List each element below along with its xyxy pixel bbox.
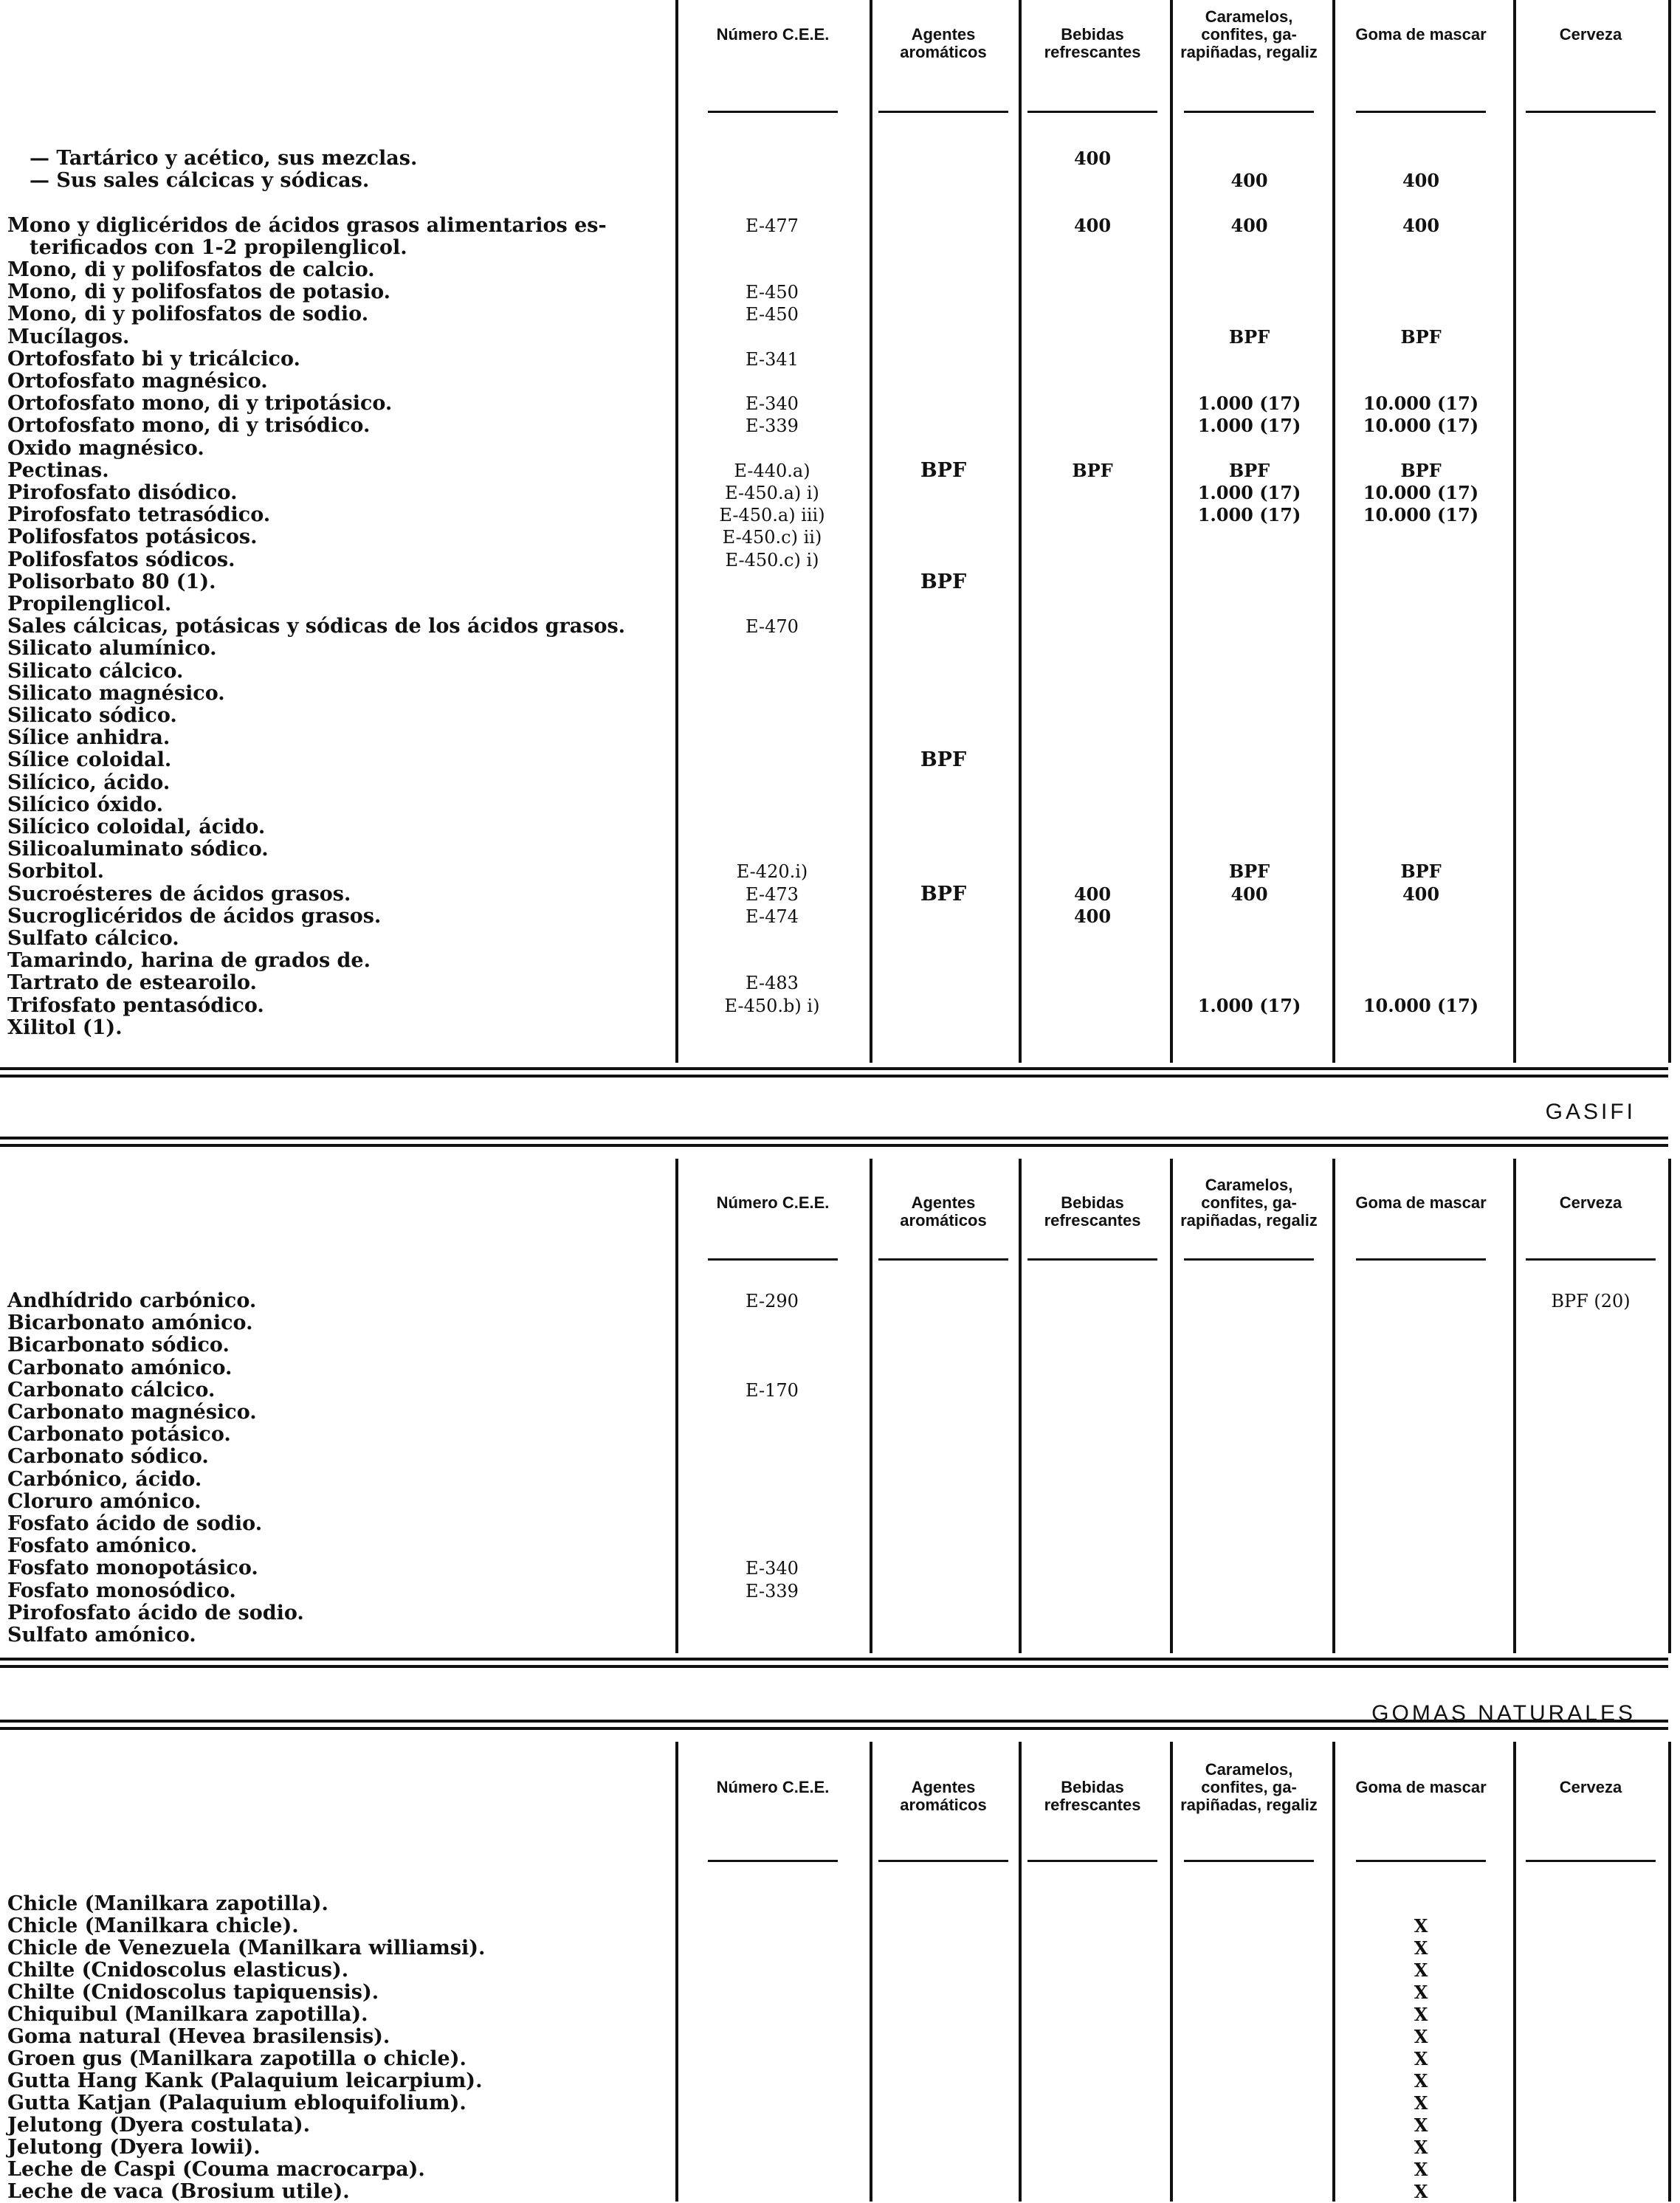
header-cerveza: Cerveza [1559, 1778, 1622, 1796]
header-underline [1184, 111, 1314, 113]
additive-name: Carbonato sódico. [7, 1445, 209, 1469]
header-underline [1027, 111, 1157, 113]
table-row [0, 772, 1680, 794]
value-cell: X [1414, 2181, 1428, 2202]
header-underline [878, 1860, 1008, 1862]
additive-name: — Tartárico y acético, sus mezclas. [30, 147, 418, 170]
header-goma-de-mascar: Goma de mascar [1355, 1193, 1487, 1212]
additive-name: Carbónico, ácido. [7, 1467, 202, 1491]
additive-name: Mono, di y polifosfatos de potasio. [7, 280, 391, 304]
table-row [0, 549, 1680, 571]
value-cell: 1.000 (17) [1197, 504, 1301, 526]
header-underline [878, 111, 1008, 113]
table-row [0, 1513, 1680, 1535]
value-cell: E-483 [746, 973, 799, 994]
table-row [0, 794, 1680, 816]
additive-name: Xilitol (1). [7, 1016, 123, 1039]
value-cell: 1.000 (17) [1197, 994, 1301, 1016]
value-cell: E-473 [746, 883, 799, 905]
header-cerveza: Cerveza [1559, 1193, 1622, 1212]
header-numero-cee: Número C.E.E. [716, 25, 830, 44]
additive-name: Ortofosfato bi y tricálcico. [7, 347, 300, 370]
header-underline [1356, 1258, 1486, 1261]
header-underline [1356, 111, 1486, 113]
header-underline [1184, 1258, 1314, 1261]
table-row [0, 616, 1680, 638]
value-cell: 10.000 (17) [1363, 415, 1479, 437]
value-cell: X [1414, 2048, 1428, 2069]
additive-name: Bicarbonato amónico. [7, 1311, 253, 1335]
table-row [0, 2048, 1680, 2070]
table-row [0, 593, 1680, 616]
header-agentes-aromaticos: Agentes aromáticos [900, 25, 987, 61]
double-rule-top [0, 1137, 1668, 1147]
additive-name: Carbonato potásico. [7, 1423, 231, 1447]
value-cell: 400 [1230, 170, 1268, 192]
value-cell: 400 [1402, 883, 1440, 905]
value-cell: BPF [920, 882, 967, 906]
value-cell: X [1414, 2159, 1428, 2180]
header-underline [878, 1258, 1008, 1261]
table-row [0, 1379, 1680, 1402]
table-row [0, 348, 1680, 370]
value-cell: E-450.c) i) [725, 549, 819, 570]
additive-name: Sulfato amónico. [7, 1624, 196, 1647]
table-row [0, 148, 1680, 170]
additive-name: Sorbitol. [7, 860, 105, 883]
additive-name: Fosfato ácido de sodio. [7, 1512, 263, 1535]
table-row [0, 2004, 1680, 2026]
additive-name: Pirofosfato tetrasódico. [7, 503, 271, 527]
value-cell: E-170 [746, 1379, 799, 1401]
table-row [0, 237, 1680, 259]
value-cell: 400 [1073, 148, 1112, 169]
additive-name: Polifosfatos potásicos. [7, 525, 258, 549]
table-row [0, 2137, 1680, 2159]
header-caramelos: Caramelos, confites, ga-rapiñadas, regaliz [1180, 7, 1318, 61]
table-row [0, 861, 1680, 883]
additive-name: Silicoaluminato sódico. [7, 838, 269, 861]
value-cell: X [1414, 2026, 1428, 2047]
value-cell: BPF [920, 748, 967, 772]
additive-name: Sílice anhidra. [7, 726, 171, 750]
header-goma-de-mascar: Goma de mascar [1355, 1778, 1487, 1796]
table-row [0, 303, 1680, 325]
value-cell: 400 [1402, 214, 1440, 236]
header-agentes-aromaticos: Agentes aromáticos [900, 1193, 987, 1230]
additive-name: Tamarindo, harina de grados de. [7, 949, 371, 973]
table-row [0, 1893, 1680, 1915]
additive-name: Tartrato de estearoilo. [7, 971, 257, 995]
value-cell: E-440.a) [734, 460, 810, 481]
additive-name: Mucílagos. [7, 325, 130, 348]
additive-name: Propilenglicol. [7, 593, 172, 616]
table-row [0, 661, 1680, 683]
additive-name: Pirofosfato ácido de sodio. [7, 1601, 304, 1624]
value-cell: BPF [920, 458, 967, 482]
additive-name: Bicarbonato sódico. [7, 1334, 230, 1357]
additive-name: Ortofosfato magnésico. [7, 370, 268, 393]
header-bebidas-refrescantes: Bebidas refrescantes [1044, 1778, 1141, 1814]
value-cell: E-341 [746, 348, 799, 370]
table-row [0, 1357, 1680, 1379]
value-cell: BPF [920, 570, 967, 593]
additive-name: Chilte (Cnidoscolus elasticus). [7, 1959, 349, 1982]
table-row [0, 1602, 1680, 1624]
table-row [0, 2114, 1680, 2137]
value-cell: E-477 [746, 215, 799, 236]
table-row [0, 192, 1680, 214]
table-row [0, 1915, 1680, 1937]
value-cell: E-474 [746, 906, 799, 927]
additive-name: Leche de Caspi (Couma macrocarpa). [7, 2158, 425, 2181]
table-row [0, 259, 1680, 281]
value-cell: E-339 [746, 1580, 799, 1602]
value-cell: X [1414, 2070, 1428, 2092]
value-cell: BPF [1400, 861, 1442, 883]
header-underline [1356, 1860, 1486, 1862]
table-row [0, 906, 1680, 928]
value-cell: 1.000 (17) [1197, 393, 1301, 415]
additive-name: Cloruro amónico. [7, 1489, 202, 1513]
double-rule-bottom [0, 1067, 1668, 1078]
section-title: GASIFI [1545, 1100, 1636, 1124]
value-cell: E-470 [746, 616, 799, 638]
value-cell: X [1414, 2114, 1428, 2136]
value-cell: X [1414, 1959, 1428, 1981]
value-cell: E-340 [746, 393, 799, 415]
value-cell: 10.000 (17) [1363, 482, 1479, 503]
table-row [0, 1937, 1680, 1959]
table-row [0, 1469, 1680, 1491]
value-cell: E-450.c) ii) [722, 527, 822, 548]
header-underline [708, 111, 838, 113]
table-row [0, 1312, 1680, 1334]
value-cell: X [1414, 1982, 1428, 2003]
header-caramelos: Caramelos, confites, ga-rapiñadas, regaliz [1180, 1760, 1318, 1814]
value-cell: E-450.a) i) [725, 483, 819, 503]
table-row [0, 415, 1680, 437]
table-row [0, 1290, 1680, 1312]
table-row [0, 504, 1680, 526]
table-row [0, 1424, 1680, 1446]
table-row [0, 816, 1680, 838]
value-cell: E-450.b) i) [724, 995, 820, 1016]
value-cell: E-290 [746, 1291, 799, 1311]
header-agentes-aromaticos: Agentes aromáticos [900, 1778, 987, 1814]
value-cell: 400 [1230, 883, 1268, 905]
additive-name: Oxido magnésico. [7, 436, 204, 460]
section-title: GOMAS NATURALES [1371, 1701, 1636, 1725]
value-cell: E-450.a) iii) [719, 505, 825, 526]
additive-name: Jelutong (Dyera costulata). [7, 2114, 311, 2137]
table-row [0, 326, 1680, 348]
value-cell: BPF [1400, 325, 1442, 348]
header-underline [708, 1258, 838, 1261]
additive-name: Mono, di y polifosfatos de sodio. [7, 303, 369, 326]
additive-name: Pirofosfato disódico. [7, 481, 238, 504]
table-row [0, 638, 1680, 660]
value-cell: 10.000 (17) [1363, 994, 1479, 1016]
header-cerveza: Cerveza [1559, 25, 1622, 44]
table-row [0, 1017, 1680, 1039]
header-underline [1526, 1258, 1656, 1261]
additive-name: Sales cálcicas, potásicas y sódicas de los ácidos grasos. [7, 615, 626, 638]
header-underline [1184, 1860, 1314, 1862]
additive-name: Jelutong (Dyera lowii). [7, 2136, 261, 2159]
additive-name: Carbonato amónico. [7, 1356, 233, 1379]
double-rule-bottom [0, 1658, 1668, 1668]
value-cell: BPF [1400, 459, 1442, 481]
table-row [0, 170, 1680, 192]
header-goma-de-mascar: Goma de mascar [1355, 25, 1487, 44]
table-row [0, 1982, 1680, 2004]
table-row [0, 2181, 1680, 2203]
value-cell: X [1414, 2004, 1428, 2025]
header-underline [1526, 1860, 1656, 1862]
additive-name: Silícico, ácido. [7, 770, 171, 794]
value-cell: 10.000 (17) [1363, 504, 1479, 526]
additive-name: Chicle (Manilkara zapotilla). [7, 1892, 328, 1915]
additive-name: Sílice coloidal. [7, 748, 172, 772]
header-bebidas-refrescantes: Bebidas refrescantes [1044, 1193, 1141, 1230]
header-numero-cee: Número C.E.E. [716, 1193, 830, 1212]
value-cell: BPF [1228, 325, 1270, 348]
value-cell: 1.000 (17) [1197, 415, 1301, 437]
table-row [0, 1446, 1680, 1468]
value-cell: E-339 [746, 416, 799, 437]
table-row [0, 281, 1680, 303]
table-row [0, 393, 1680, 415]
value-cell: 1.000 (17) [1197, 482, 1301, 503]
table-row [0, 215, 1680, 237]
additive-name: terificados con 1-2 propilenglicol. [30, 235, 407, 259]
value-cell: BPF (20) [1551, 1291, 1631, 1311]
additive-name: Mono, di y polifosfatos de calcio. [7, 258, 375, 281]
value-cell: X [1414, 2092, 1428, 2114]
header-underline [1027, 1258, 1157, 1261]
additive-name: Polifosfatos sódicos. [7, 548, 235, 571]
table-row [0, 995, 1680, 1017]
table-row [0, 1624, 1680, 1647]
additive-name: Carbonato magnésico. [7, 1401, 257, 1424]
table-row [0, 370, 1680, 393]
table-row [0, 838, 1680, 861]
table-row [0, 526, 1680, 548]
additive-name: Andhídrido carbónico. [7, 1289, 257, 1312]
value-cell: 400 [1073, 214, 1112, 236]
table-row [0, 1334, 1680, 1356]
table-row [0, 950, 1680, 972]
header-bebidas-refrescantes: Bebidas refrescantes [1044, 25, 1141, 61]
additive-name: Silícico coloidal, ácido. [7, 816, 266, 838]
table-row [0, 2159, 1680, 2181]
double-rule-top [0, 1720, 1668, 1730]
table-row [0, 1557, 1680, 1579]
table-row [0, 1491, 1680, 1513]
value-cell: 400 [1402, 170, 1440, 192]
additive-name: Trifosfato pentasódico. [7, 993, 264, 1017]
value-cell: BPF [1228, 459, 1270, 481]
additive-name: Silicato magnésico. [7, 681, 225, 705]
additive-name: Ortofosfato mono, di y tripotásico. [7, 392, 393, 416]
additive-name: Groen gus (Manilkara zapotilla o chicle). [7, 2047, 467, 2070]
additive-name: Polisorbato 80 (1). [7, 570, 216, 593]
additive-name: Sucroésteres de ácidos grasos. [7, 882, 351, 906]
value-cell: E-450 [746, 304, 799, 325]
additive-name: Gutta Katjan (Palaquium ebloquifolium). [7, 2092, 467, 2114]
table-row [0, 972, 1680, 994]
additive-name: Silicato alumínico. [7, 637, 217, 661]
value-cell: X [1414, 2137, 1428, 2158]
additive-name: Pectinas. [7, 458, 109, 482]
additive-name: Leche de vaca (Brosium utile). [7, 2180, 350, 2203]
header-underline [1526, 111, 1656, 113]
additive-name: Chicle de Venezuela (Manilkara williamsi). [7, 1937, 486, 1959]
table-row [0, 571, 1680, 593]
table-row [0, 705, 1680, 727]
header-caramelos: Caramelos, confites, ga-rapiñadas, regaliz [1180, 1176, 1318, 1230]
additive-name: Sucroglicéridos de ácidos grasos. [7, 904, 382, 928]
additive-name: Fosfato amónico. [7, 1534, 198, 1558]
table-row [0, 1580, 1680, 1602]
value-cell: X [1414, 1937, 1428, 1959]
value-cell: 10.000 (17) [1363, 393, 1479, 415]
table-row [0, 883, 1680, 906]
additive-name: Fosfato monosódico. [7, 1579, 236, 1602]
additive-name: Silícico óxido. [7, 793, 163, 816]
additive-name: Chilte (Cnidoscolus tapiquensis). [7, 1981, 379, 2004]
table-row [0, 460, 1680, 482]
value-cell: E-450 [746, 282, 799, 303]
table-row [0, 1959, 1680, 1982]
additive-name: Silicato sódico. [7, 704, 177, 727]
value-cell: BPF [1072, 459, 1113, 481]
value-cell: E-420.i) [736, 861, 808, 883]
additive-name: Goma natural (Hevea brasilensis). [7, 2025, 390, 2048]
value-cell: E-340 [746, 1558, 799, 1579]
table-row [0, 683, 1680, 705]
additive-name: Ortofosfato mono, di y trisódico. [7, 414, 371, 438]
additive-name: Silicato cálcico. [7, 659, 184, 683]
additive-name: — Sus sales cálcicas y sódicas. [30, 169, 370, 193]
value-cell: 400 [1073, 883, 1112, 905]
table-row [0, 727, 1680, 749]
table-row [0, 482, 1680, 504]
header-underline [708, 1860, 838, 1862]
table-row [0, 2092, 1680, 2114]
additive-name: Mono y diglicéridos de ácidos grasos alimentarios es- [7, 213, 607, 237]
table-row [0, 749, 1680, 771]
table-row [0, 438, 1680, 460]
value-cell: X [1414, 1915, 1428, 1937]
header-underline [1027, 1860, 1157, 1862]
value-cell: 400 [1073, 905, 1112, 927]
additive-name: Gutta Hang Kank (Palaquium leicarpium). [7, 2069, 483, 2092]
table-row [0, 1402, 1680, 1424]
additive-name: Sulfato cálcico. [7, 927, 179, 950]
additive-name: Carbonato cálcico. [7, 1378, 216, 1402]
header-numero-cee: Número C.E.E. [716, 1778, 830, 1796]
table-row [0, 2026, 1680, 2048]
value-cell: BPF [1228, 861, 1270, 883]
table-row [0, 1535, 1680, 1557]
value-cell: 400 [1230, 214, 1268, 236]
table-row [0, 2070, 1680, 2092]
additive-name: Chicle (Manilkara chicle). [7, 1914, 299, 1937]
additive-name: Chiquibul (Manilkara zapotilla). [7, 2003, 368, 2026]
additive-name: Fosfato monopotásico. [7, 1556, 258, 1580]
table-row [0, 928, 1680, 950]
